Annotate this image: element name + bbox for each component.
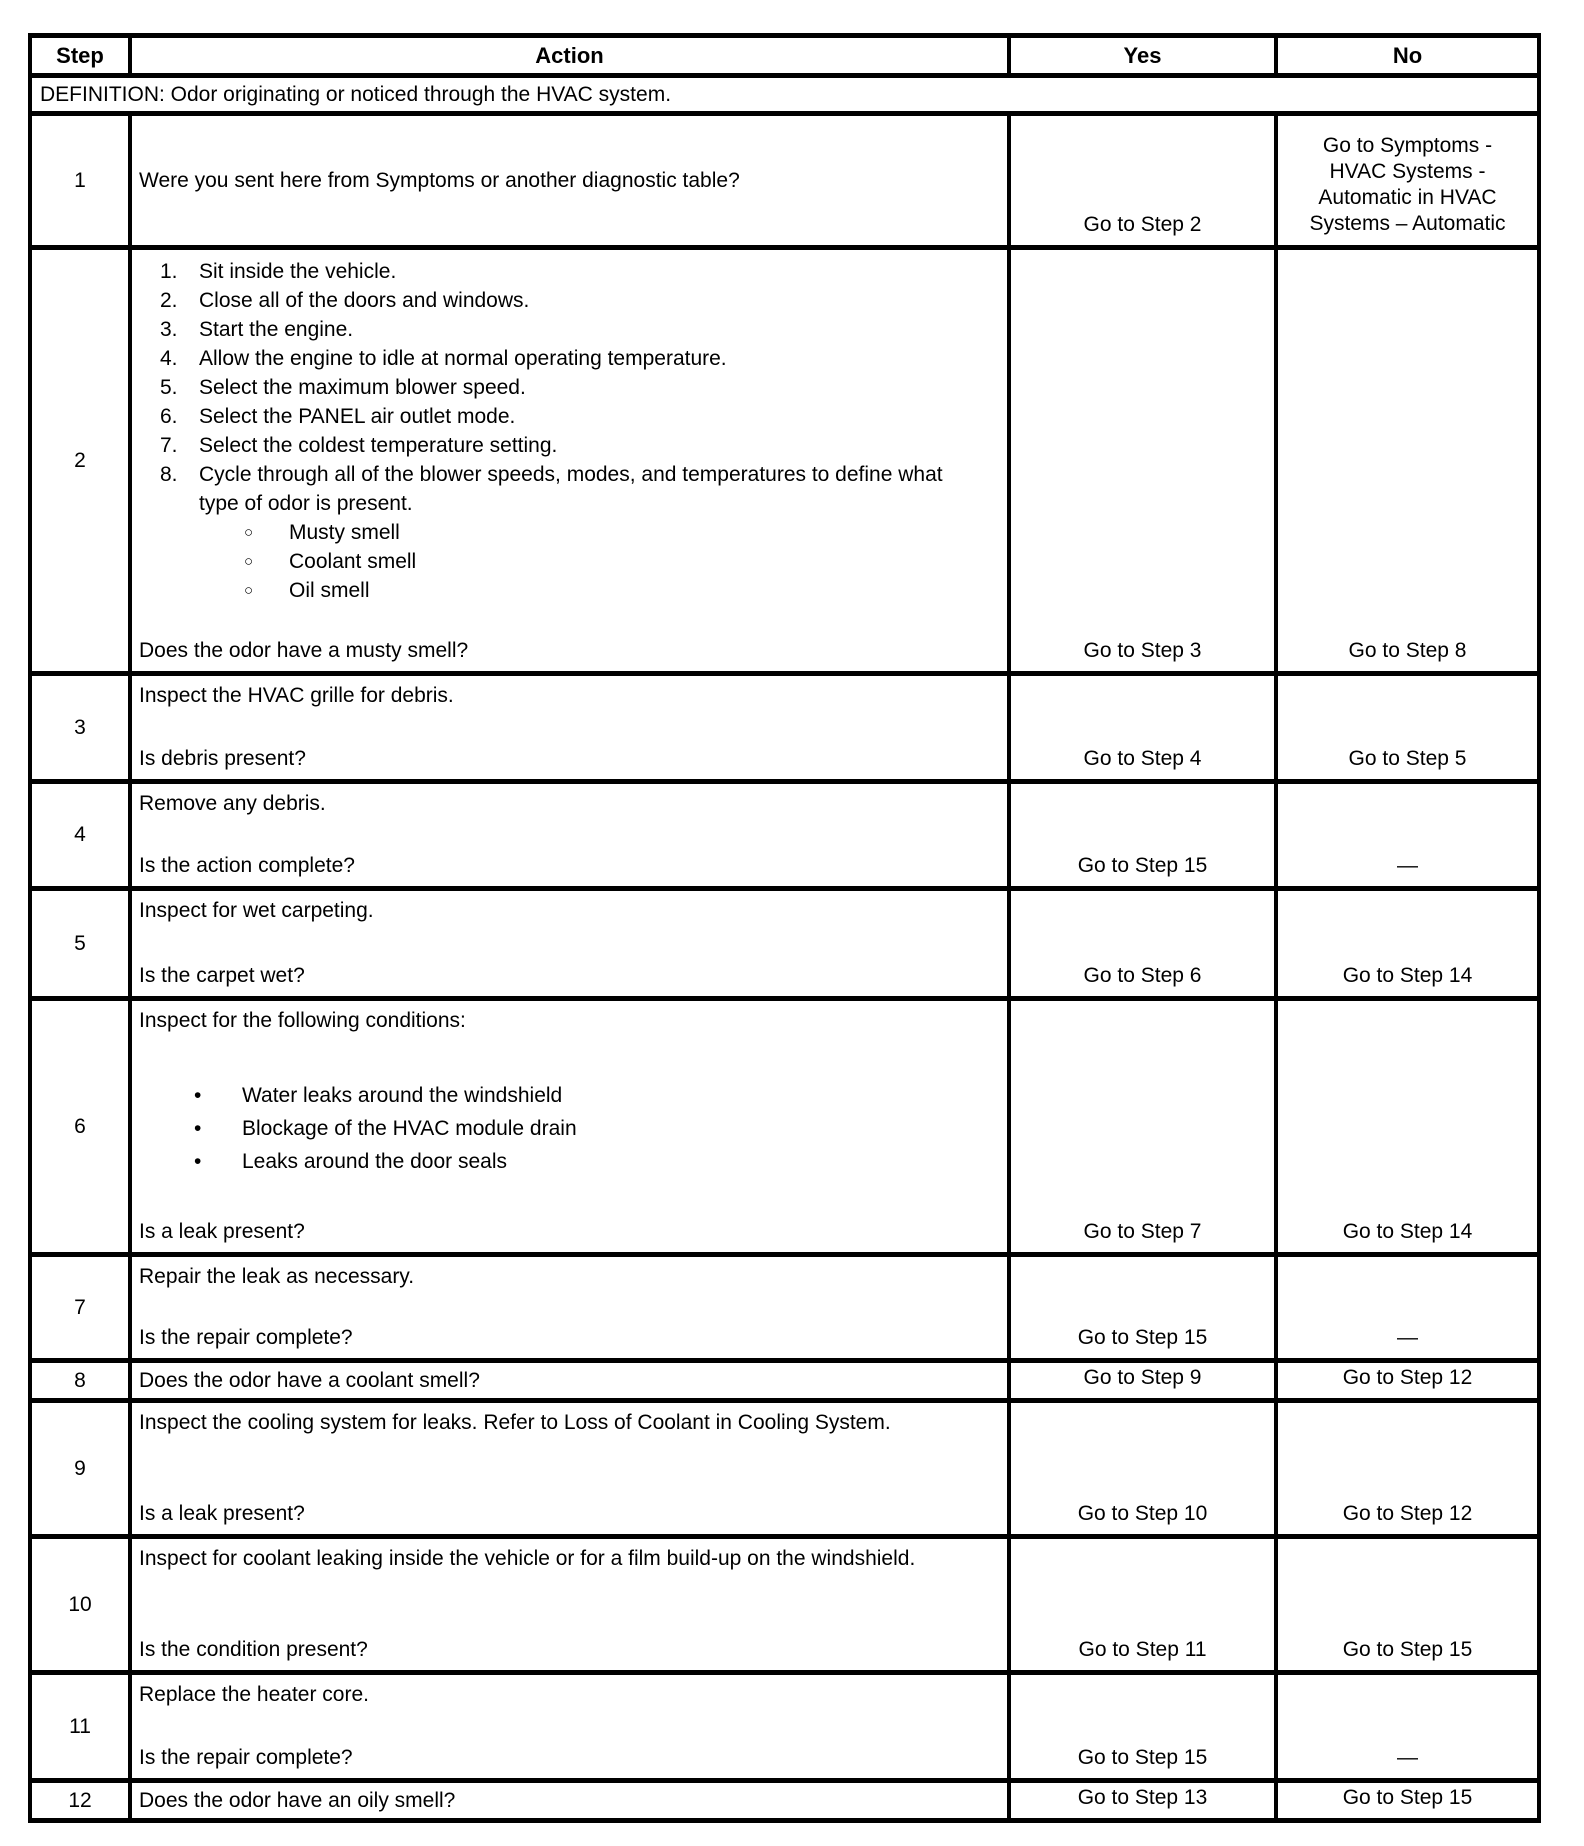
no-cell: — xyxy=(1276,1673,1539,1781)
step-row xyxy=(30,674,1539,782)
numbered-item-text: Cycle through all of the blower speeds, modes, and temperatures to define what type of odor is present. xyxy=(199,463,943,515)
numbered-item-text: Select the maximum blower speed. xyxy=(199,376,526,399)
bullet-icon: • xyxy=(194,1117,202,1140)
sub-bullet-item xyxy=(132,518,1007,547)
action-question: Does the odor have a musty smell? xyxy=(139,639,469,662)
action-cell xyxy=(130,1255,1009,1361)
step-row xyxy=(30,1673,1539,1781)
action-question: Does the odor have a coolant smell? xyxy=(139,1369,480,1392)
action-question: Is the carpet wet? xyxy=(139,964,305,987)
yes-cell: Go to Step 11 xyxy=(1009,1537,1276,1673)
bullet-item-text: Leaks around the door seals xyxy=(242,1150,508,1173)
action-question: Is the repair complete? xyxy=(139,1746,353,1769)
no-cell: — xyxy=(1276,782,1539,889)
bullet-item xyxy=(132,1145,1007,1178)
step-row xyxy=(30,999,1539,1255)
action-cell xyxy=(130,782,1009,889)
action-cell xyxy=(130,1673,1009,1781)
no-cell xyxy=(1276,114,1539,248)
yes-cell: Go to Step 6 xyxy=(1009,889,1276,999)
action-question: Is a leak present? xyxy=(139,1502,305,1525)
no-cell-line: HVAC Systems - xyxy=(1329,160,1486,183)
no-cell: Go to Step 5 xyxy=(1276,674,1539,782)
step-row xyxy=(30,114,1539,248)
step-number: 3 xyxy=(30,674,130,782)
numbered-item-text: Start the engine. xyxy=(199,318,354,341)
action-cell xyxy=(130,1537,1009,1673)
yes-cell: Go to Step 2 xyxy=(1009,114,1276,248)
no-cell-line: Automatic in HVAC xyxy=(1318,186,1497,209)
step-number: 8 xyxy=(30,1361,130,1401)
no-cell: Go to Step 8 xyxy=(1276,248,1539,674)
action-question: Is a leak present? xyxy=(139,1220,305,1243)
step-number: 11 xyxy=(30,1673,130,1781)
header-no: No xyxy=(1276,36,1539,76)
numbered-item-text: Sit inside the vehicle. xyxy=(199,260,397,283)
step-number: 4 xyxy=(30,782,130,889)
no-cell: Go to Step 15 xyxy=(1276,1781,1539,1821)
step-row xyxy=(30,1537,1539,1673)
numbered-item-text: Close all of the doors and windows. xyxy=(199,289,530,312)
yes-cell: Go to Step 3 xyxy=(1009,248,1276,674)
action-cell xyxy=(130,674,1009,782)
step-number: 12 xyxy=(30,1781,130,1821)
step-number: 7 xyxy=(30,1255,130,1361)
bullet-icon: • xyxy=(194,1150,202,1173)
numbered-item-text: Allow the engine to idle at normal operating temperature. xyxy=(199,347,727,370)
sub-bullet-item xyxy=(132,576,1007,605)
table-header xyxy=(30,36,1539,76)
no-cell-line: Go to Symptoms - xyxy=(1322,134,1493,157)
definition-row xyxy=(30,76,1539,114)
header-row xyxy=(30,36,1539,76)
step-row xyxy=(30,782,1539,889)
step-number: 5 xyxy=(30,889,130,999)
header-step: Step xyxy=(30,36,130,76)
action-intro: Inspect for coolant leaking inside the vehicle or for a film build-up on the windshield. xyxy=(139,1547,916,1570)
action-cell xyxy=(130,889,1009,999)
bullet-list xyxy=(132,1079,1007,1178)
list-number: 6. xyxy=(160,405,178,428)
numbered-item xyxy=(132,402,1007,431)
list-number: 3. xyxy=(160,318,178,341)
definition-text: DEFINITION: Odor originating or noticed through the HVAC system. xyxy=(30,76,1539,114)
diagnostic-table xyxy=(28,33,1541,1823)
header-yes: Yes xyxy=(1009,36,1276,76)
yes-cell: Go to Step 15 xyxy=(1009,1673,1276,1781)
yes-cell: Go to Step 4 xyxy=(1009,674,1276,782)
step-number: 2 xyxy=(30,248,130,674)
action-question: Were you sent here from Symptoms or another diagnostic table? xyxy=(139,169,740,192)
numbered-item-text: Select the PANEL air outlet mode. xyxy=(199,405,516,428)
circle-icon: ○ xyxy=(244,524,254,541)
yes-cell: Go to Step 9 xyxy=(1009,1361,1276,1401)
numbered-item xyxy=(132,373,1007,402)
step-row xyxy=(30,889,1539,999)
action-intro: Repair the leak as necessary. xyxy=(139,1265,415,1288)
yes-cell: Go to Step 15 xyxy=(1009,782,1276,889)
numbered-item xyxy=(132,460,1007,518)
bullet-item xyxy=(132,1112,1007,1145)
header-action: Action xyxy=(130,36,1009,76)
action-intro: Inspect the HVAC grille for debris. xyxy=(139,684,454,707)
list-number: 7. xyxy=(160,434,178,457)
numbered-item xyxy=(132,344,1007,373)
list-number: 8. xyxy=(160,463,178,486)
action-intro: Inspect the cooling system for leaks. Refer to Loss of Coolant in Cooling System. xyxy=(139,1411,891,1434)
no-cell: Go to Step 14 xyxy=(1276,889,1539,999)
list-number: 4. xyxy=(160,347,178,370)
step-row xyxy=(30,1781,1539,1821)
sub-bullet-item xyxy=(132,547,1007,576)
step-row xyxy=(30,1255,1539,1361)
action-cell xyxy=(130,1401,1009,1537)
action-question: Is the condition present? xyxy=(139,1638,368,1661)
action-cell xyxy=(130,999,1009,1255)
action-intro: Inspect for wet carpeting. xyxy=(139,899,374,922)
step-row xyxy=(30,248,1539,674)
sub-bullet-text: Coolant smell xyxy=(289,550,417,573)
action-question: Is the repair complete? xyxy=(139,1326,353,1349)
numbered-item xyxy=(132,257,1007,286)
action-cell xyxy=(130,1361,1009,1401)
step-number: 10 xyxy=(30,1537,130,1673)
action-question: Is debris present? xyxy=(139,747,306,770)
numbered-item xyxy=(132,315,1007,344)
no-cell: Go to Step 12 xyxy=(1276,1401,1539,1537)
action-intro: Remove any debris. xyxy=(139,792,326,815)
no-cell: Go to Step 14 xyxy=(1276,999,1539,1255)
no-cell: — xyxy=(1276,1255,1539,1361)
yes-cell: Go to Step 10 xyxy=(1009,1401,1276,1537)
step-row xyxy=(30,1401,1539,1537)
numbered-item xyxy=(132,286,1007,315)
bullet-icon: • xyxy=(194,1084,202,1107)
no-cell-line: Systems – Automatic xyxy=(1309,212,1506,235)
sub-bullet-text: Musty smell xyxy=(289,521,400,544)
action-question: Is the action complete? xyxy=(139,854,355,877)
circle-icon: ○ xyxy=(244,582,254,599)
bullet-item xyxy=(132,1079,1007,1112)
action-cell xyxy=(130,114,1009,248)
list-number: 1. xyxy=(160,260,178,283)
step-row xyxy=(30,1361,1539,1401)
circle-icon: ○ xyxy=(244,553,254,570)
action-question: Does the odor have an oily smell? xyxy=(139,1789,456,1812)
action-intro: Replace the heater core. xyxy=(139,1683,369,1706)
sub-bullet-text: Oil smell xyxy=(289,579,370,602)
step-number: 9 xyxy=(30,1401,130,1537)
step-number: 6 xyxy=(30,999,130,1255)
no-cell: Go to Step 15 xyxy=(1276,1537,1539,1673)
yes-cell: Go to Step 13 xyxy=(1009,1781,1276,1821)
action-intro: Inspect for the following conditions: xyxy=(139,1009,466,1032)
list-number: 5. xyxy=(160,376,178,399)
numbered-list xyxy=(132,250,1007,605)
no-cell: Go to Step 12 xyxy=(1276,1361,1539,1401)
numbered-item xyxy=(132,431,1007,460)
yes-cell: Go to Step 7 xyxy=(1009,999,1276,1255)
bullet-item-text: Blockage of the HVAC module drain xyxy=(242,1117,577,1140)
bullet-item-text: Water leaks around the windshield xyxy=(242,1084,563,1107)
action-cell xyxy=(130,1781,1009,1821)
action-cell xyxy=(130,248,1009,674)
list-number: 2. xyxy=(160,289,178,312)
yes-cell: Go to Step 15 xyxy=(1009,1255,1276,1361)
numbered-item-text: Select the coldest temperature setting. xyxy=(199,434,558,457)
step-number: 1 xyxy=(30,114,130,248)
